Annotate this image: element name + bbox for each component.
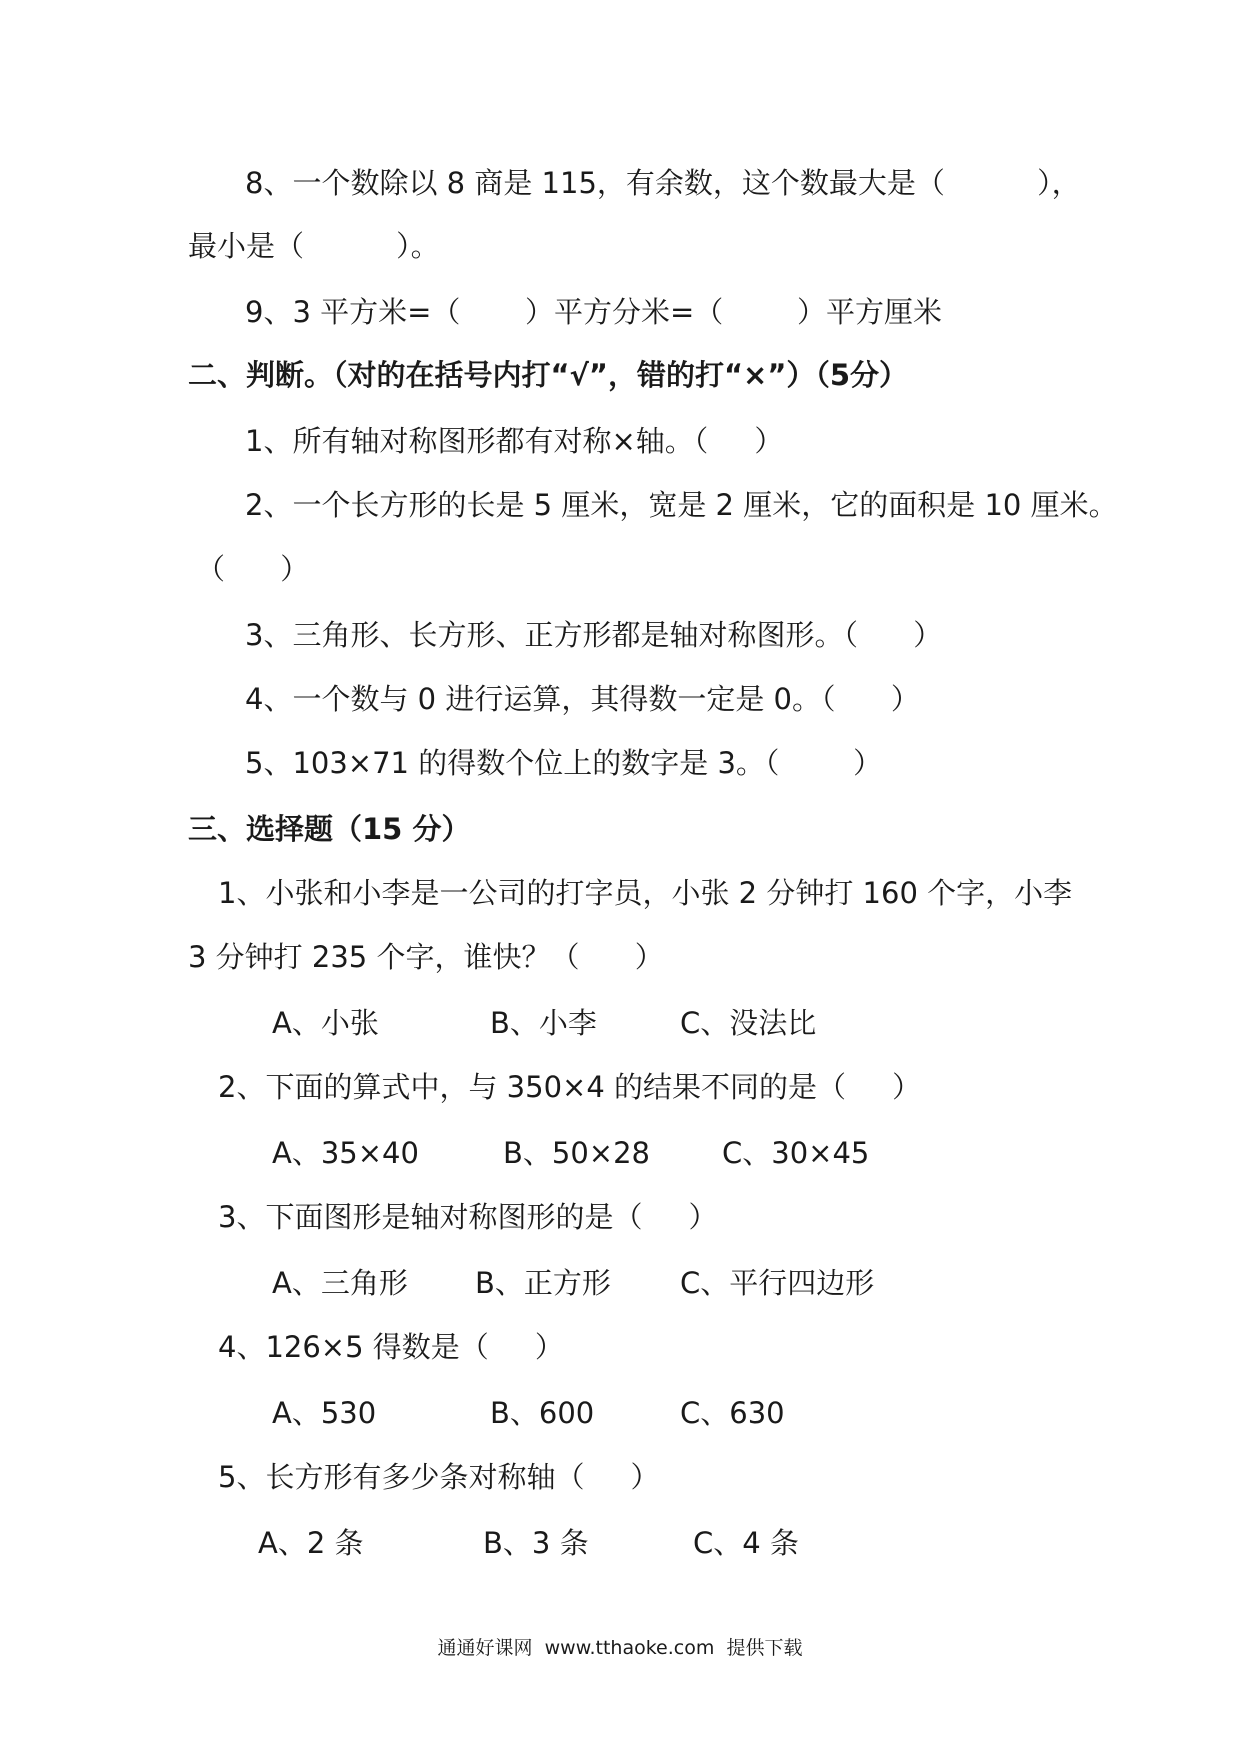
choice-5-option-b: B、3 条	[483, 1526, 589, 1560]
choice-question-1-line-1: 1、小张和小李是一公司的打字员，小张 2 分钟打 160 个字，小李	[218, 876, 1073, 910]
choice-4-option-a: A、530	[272, 1396, 377, 1430]
section-3-heading: 三、选择题（15 分）	[188, 812, 471, 846]
choice-3-option-b: B、正方形	[475, 1266, 611, 1300]
question-8-line-1: 8、一个数除以 8 商是 115，有余数，这个数最大是（ ），	[245, 166, 1081, 200]
choice-3-option-a: A、三角形	[272, 1266, 408, 1300]
section-2-heading: 二、判断。（对的在括号内打“√”，错的打“×”）（5分）	[188, 358, 909, 392]
choice-5-option-a: A、2 条	[258, 1526, 364, 1560]
question-8-line-2: 最小是（ ）。	[188, 229, 440, 263]
choice-4-option-c: C、630	[680, 1396, 785, 1430]
choice-2-option-b: B、50×28	[503, 1136, 650, 1170]
choice-1-option-c: C、没法比	[680, 1006, 817, 1040]
judge-question-1: 1、所有轴对称图形都有对称×轴。（ ）	[245, 424, 784, 458]
judge-question-2-line-1: 2、一个长方形的长是 5 厘米，宽是 2 厘米，它的面积是 10 厘米。	[245, 488, 1118, 522]
choice-2-option-c: C、30×45	[722, 1136, 870, 1170]
choice-1-option-b: B、小李	[490, 1006, 597, 1040]
choice-question-5: 5、长方形有多少条对称轴（ ）	[218, 1460, 660, 1494]
choice-2-option-a: A、35×40	[272, 1136, 419, 1170]
choice-3-option-c: C、平行四边形	[680, 1266, 875, 1300]
choice-question-3: 3、下面图形是轴对称图形的是（ ）	[218, 1200, 718, 1234]
choice-question-1-line-2: 3 分钟打 235 个字，谁快？（ ）	[188, 940, 664, 974]
choice-question-4: 4、126×5 得数是（ ）	[218, 1330, 564, 1364]
judge-question-4: 4、一个数与 0 进行运算，其得数一定是 0。（ ）	[245, 682, 920, 716]
choice-4-option-b: B、600	[490, 1396, 595, 1430]
question-9: 9、3 平方米=（ ）平方分米=（ ）平方厘米	[245, 295, 942, 329]
footer-download-note: 通通好课网 www.tthaoke.com 提供下载	[437, 1637, 803, 1659]
judge-question-3: 3、三角形、长方形、正方形都是轴对称图形。（ ）	[245, 618, 943, 652]
choice-5-option-c: C、4 条	[693, 1526, 799, 1560]
choice-1-option-a: A、小张	[272, 1006, 379, 1040]
judge-question-2-line-2: （ ）	[196, 552, 310, 586]
judge-question-5: 5、103×71 的得数个位上的数字是 3。（ ）	[245, 746, 883, 780]
choice-question-2: 2、下面的算式中，与 350×4 的结果不同的是（ ）	[218, 1070, 922, 1104]
